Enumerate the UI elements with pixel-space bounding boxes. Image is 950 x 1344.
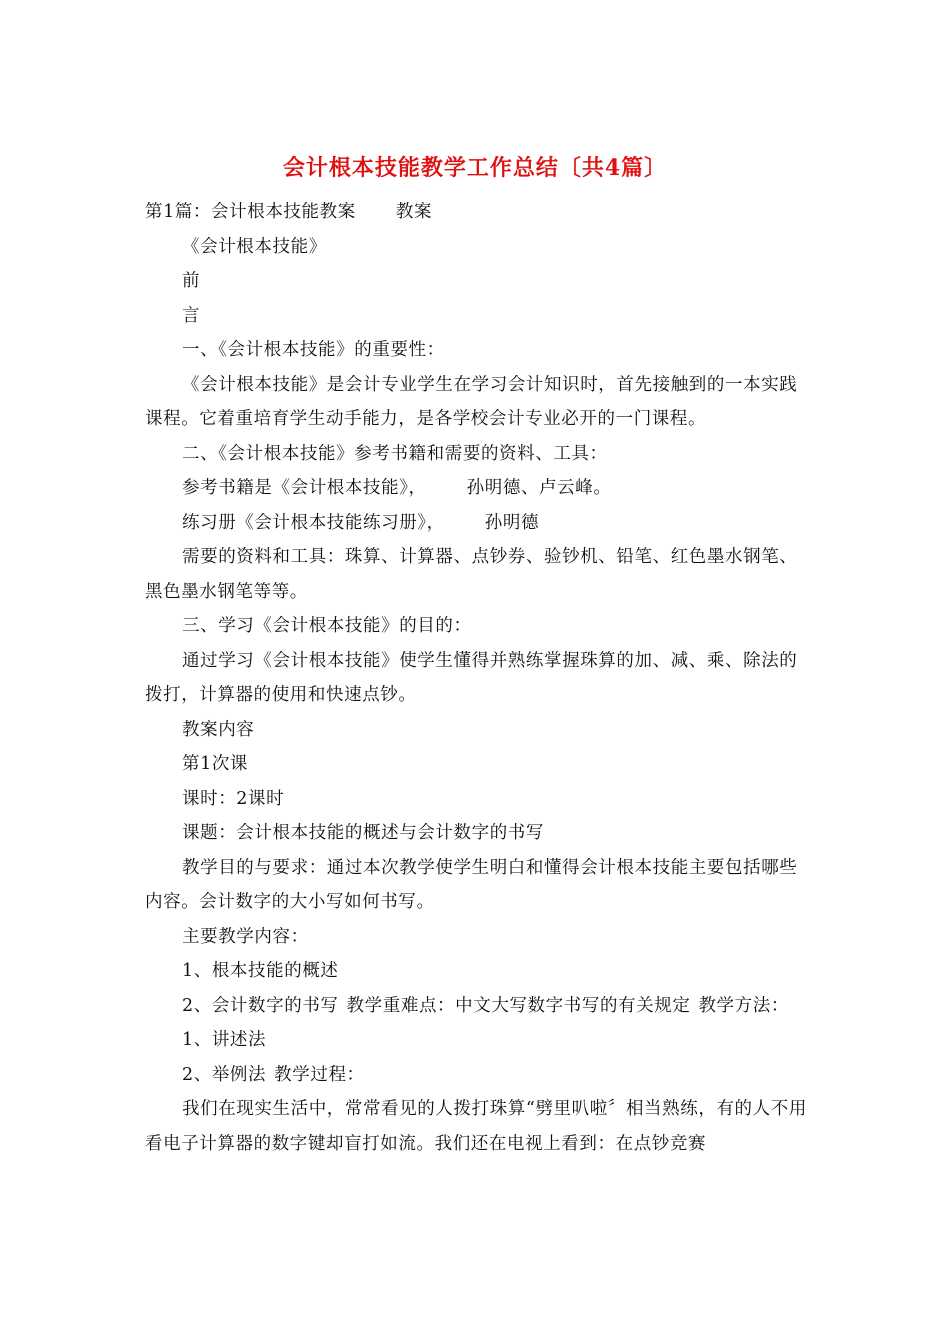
paragraph: 1、根本技能的概述: [182, 961, 339, 981]
text-run: 教学重难点：中文大写数字书写的有关规定: [346, 995, 691, 1016]
paragraph: [145, 506, 810, 541]
paragraph: [145, 1058, 810, 1093]
text-run: 2、会计数字的书写: [182, 995, 339, 1016]
paragraph: 教学目的与要求：通过本次教学使学生明白和懂得会计根本技能主要包括哪些内容。会计数字的大小写如何书写。: [145, 857, 798, 912]
paragraph: 需要的资料和工具：珠算、计算器、点钞券、验钞机、铅笔、红色墨水钢笔、黑色墨水钢笔等等。: [145, 547, 798, 602]
paragraph: 一、《会计根本技能》的重要性：: [182, 340, 445, 360]
paragraph: 《会计根本技能》是会计专业学生在学习会计知识时，首先接触到的一本实践课程。它着重培育学生动手能力，是各学校会计专业必开的一门课程。: [145, 374, 798, 429]
document-body: [145, 195, 810, 1161]
paragraph: [145, 195, 810, 230]
text-run: 孙明德、卢云峰。: [466, 478, 612, 498]
text-run: 教案: [395, 202, 433, 222]
paragraph: 我们在现实生活中，常常看见的人拨打珠算“劈里叭啦〞相当熟练，有的人不用看电子计算器的数字键却盲打如流。我们还在电视上看到：在点钞竞赛: [145, 1099, 807, 1154]
paragraph: 二、《会计根本技能》参考书籍和需要的资料、工具：: [182, 443, 608, 464]
paragraph: 课时：2课时: [182, 788, 285, 809]
paragraph: 课题：会计根本技能的概述与会计数字的书写: [182, 823, 544, 843]
text-run: 孙明德: [484, 512, 540, 533]
paragraph: 言: [182, 305, 201, 326]
paragraph: [145, 989, 810, 1024]
paragraph: 《会计根本技能》: [182, 236, 327, 257]
document-title: 会计根本技能教学工作总结〔共4篇〕: [282, 155, 668, 181]
text-run: 2、举例法: [182, 1064, 267, 1085]
paragraph: 第1次课: [182, 754, 249, 774]
paragraph: 三、学习《会计根本技能》的目的：: [182, 616, 472, 636]
text-run: 参考书籍是《会计根本技能》，: [182, 478, 427, 498]
paragraph: [145, 471, 810, 506]
paragraph: 教案内容: [182, 719, 255, 740]
paragraph: 通过学习《会计根本技能》使学生懂得并熟练掌握珠算的加、减、乘、除法的拨打，计算器的使用和快速点钞。: [145, 650, 798, 705]
text-run: 第1篇：会计根本技能教案: [145, 202, 356, 222]
text-run: 练习册《会计根本技能练习册》，: [182, 512, 445, 533]
paragraph: 主要教学内容：: [182, 926, 309, 947]
paragraph: 前: [182, 271, 201, 291]
paragraph: 1、讲述法: [182, 1030, 267, 1050]
text-run: 教学方法：: [698, 995, 789, 1016]
text-run: 教学过程：: [274, 1064, 365, 1085]
